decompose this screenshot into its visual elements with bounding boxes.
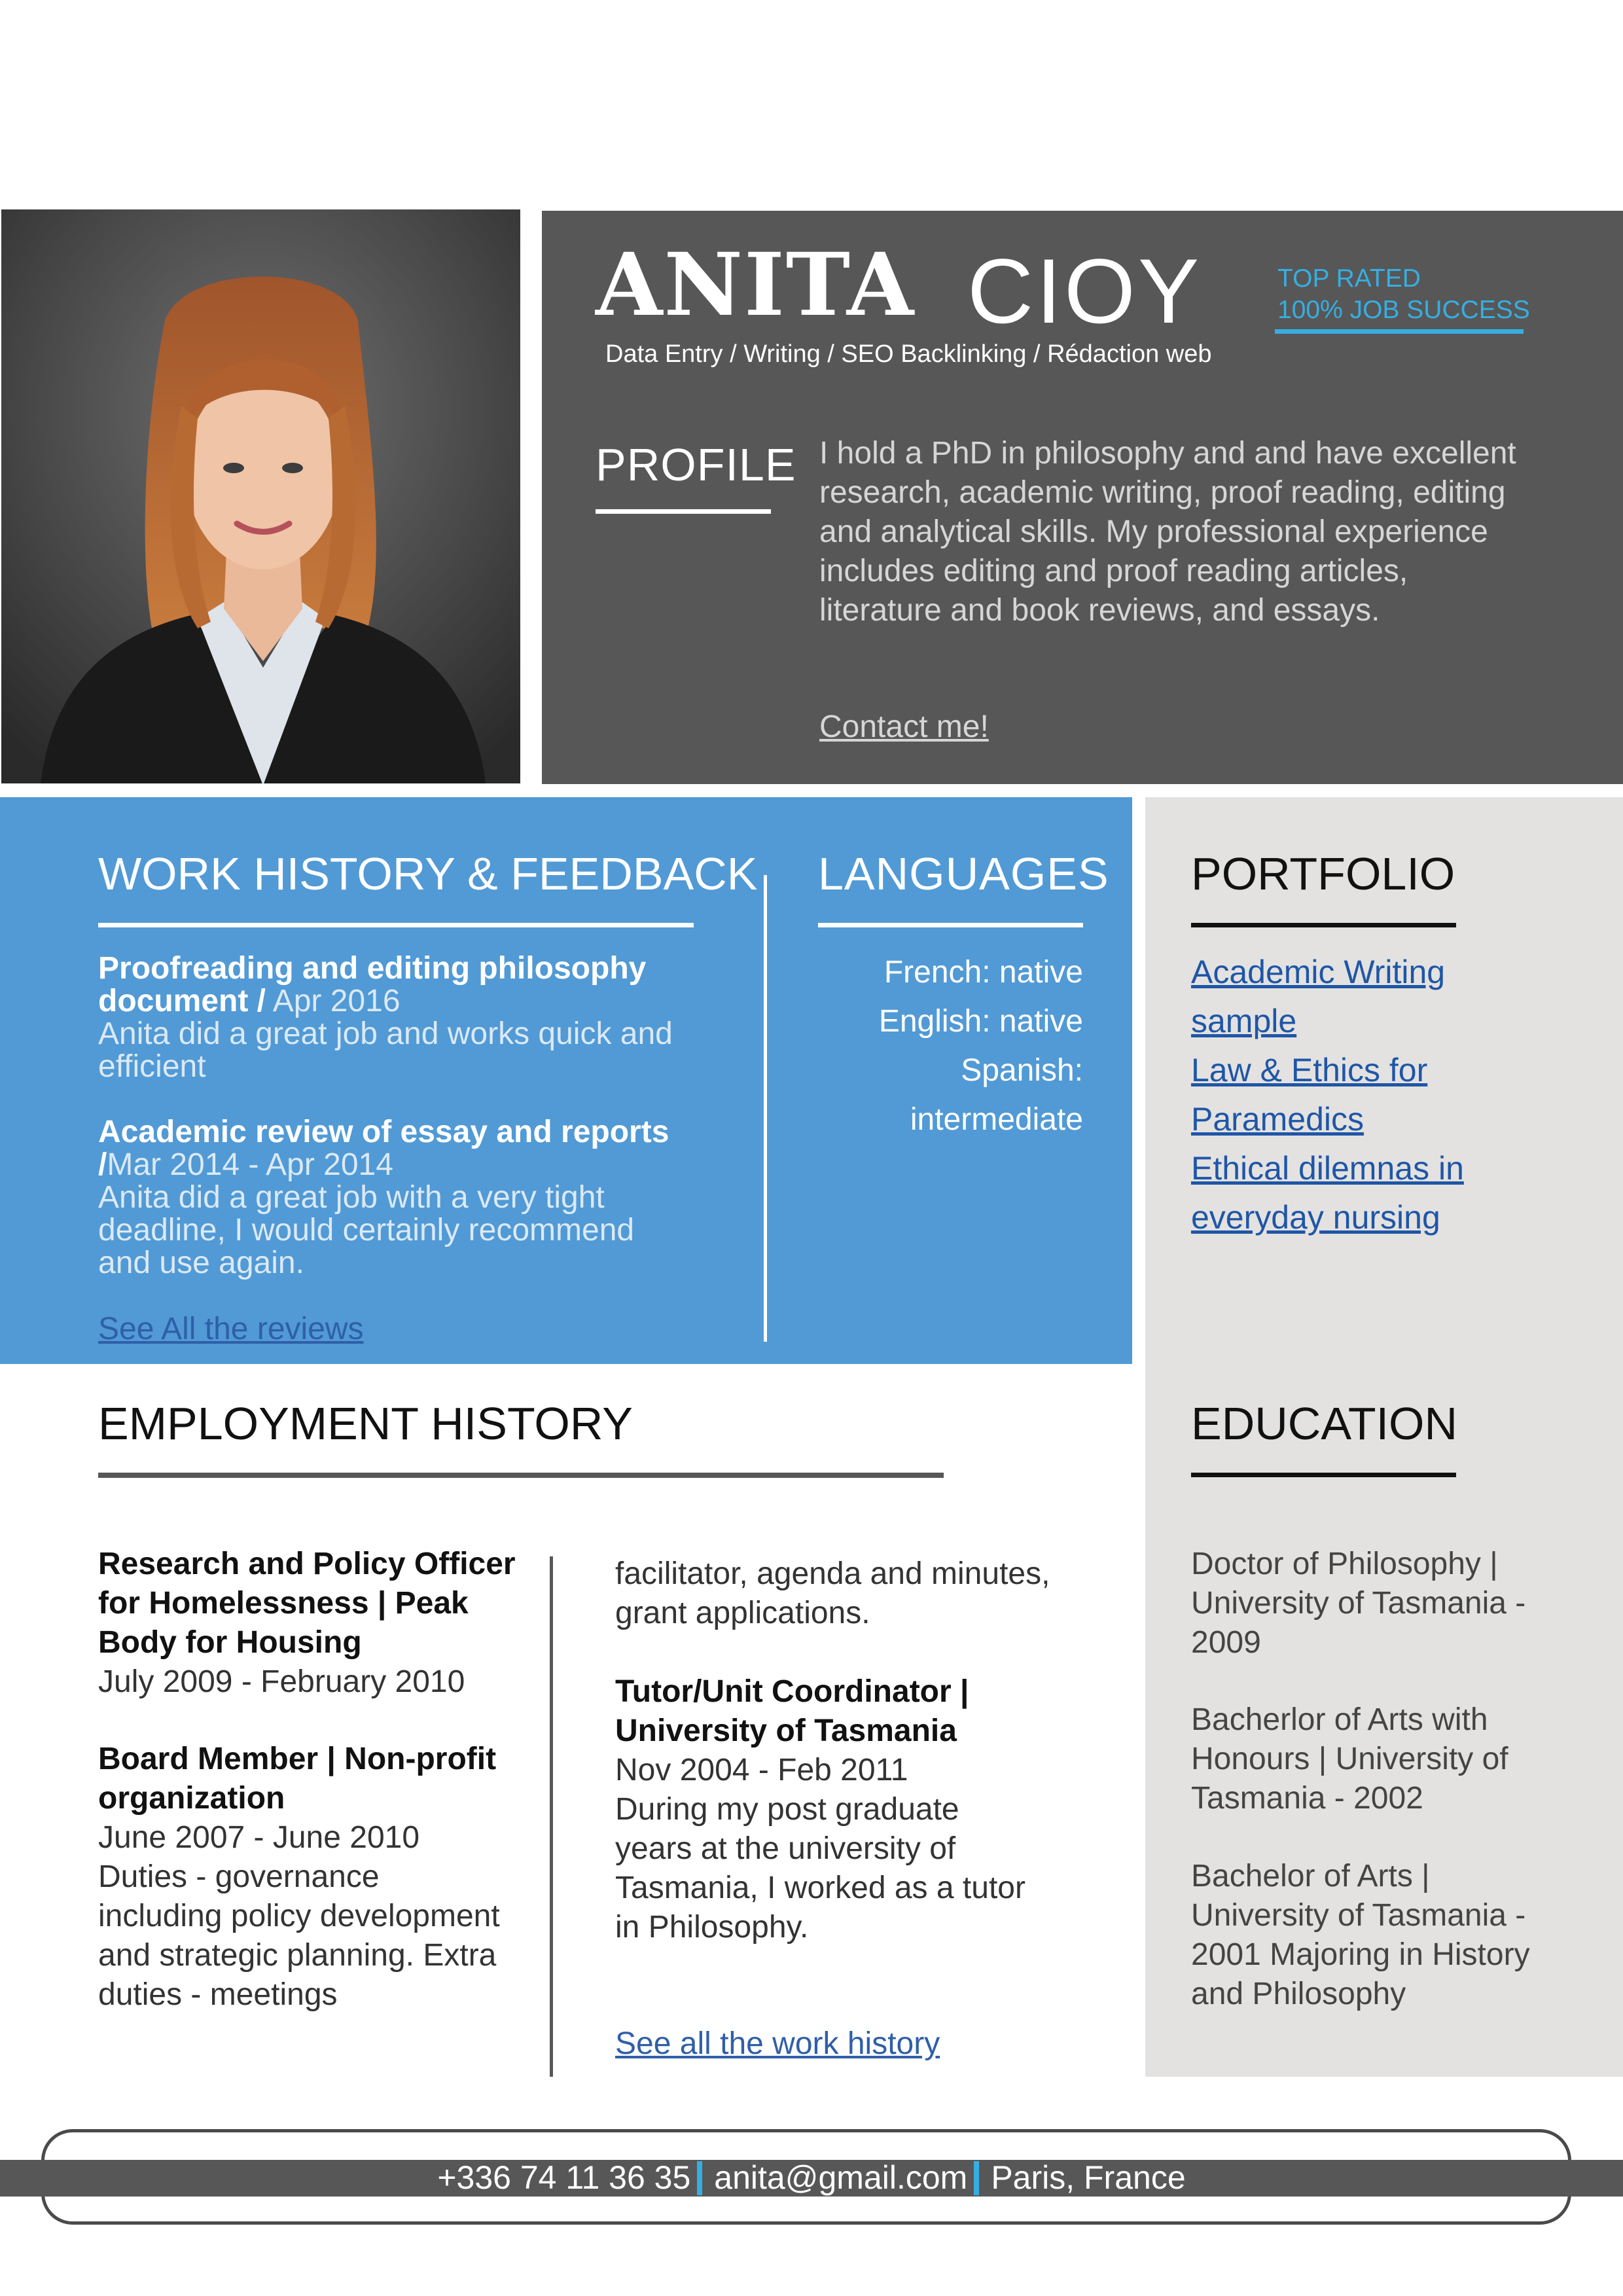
profile-heading: PROFILE (596, 439, 796, 490)
contact-link[interactable]: Contact me! (819, 709, 989, 744)
education-item: Bacherlor of Arts with Honours | University of Tasmania - 2002 (1191, 1702, 1508, 1816)
work-entry-feedback: Anita did a great job and works quick and efficient (98, 1016, 673, 1084)
education-item: Bachelor of Arts | University of Tasmania - 2001 Majoring in History and Philosophy (1191, 1859, 1530, 2011)
contact-footer (0, 2159, 1623, 2197)
employment-underline (98, 1473, 944, 1478)
profile-summary: I hold a PhD in philosophy and and have excellent research, academic writing, proof reading, editing and analytical skills. My professional experience includes editing and proof reading articles, literature and book reviews, and essays. (819, 436, 1516, 628)
employment-entry (98, 1740, 504, 2015)
footer-separator (974, 2161, 979, 2195)
employment-continued-description: facilitator, agenda and minutes, grant applications. (615, 1556, 1050, 1630)
see-all-work-history-link[interactable]: See all the work history (615, 2026, 940, 2061)
portfolio-link[interactable]: sample (1191, 1003, 1297, 1039)
work-history-heading: WORK HISTORY & FEEDBACK (98, 848, 758, 899)
badge-line-1: TOP RATED (1277, 264, 1421, 293)
tagline: Data Entry / Writing / SEO Backlinking / Rédaction web (605, 340, 1212, 368)
employment-entry-title: Research and Policy Officer for Homelessness | Peak Body for Housing (98, 1547, 516, 1660)
work-entry (98, 1116, 687, 1280)
employment-entry (98, 1545, 517, 1702)
work-entry-title: Academic review of essay and reports / (98, 1115, 669, 1182)
employment-entry-date: July 2009 - February 2010 (98, 1664, 465, 1699)
work-entry (98, 952, 687, 1083)
location: Paris, France (991, 2159, 1186, 2196)
work-entry-title: Proofreading and editing philosophy document / (98, 951, 647, 1018)
portrait-illustration (1, 209, 520, 783)
top-rated-badge (1277, 263, 1530, 326)
languages-list (818, 948, 1083, 1144)
employment-entry-description: Duties - governance including policy development and strategic planning. Extra duties - meetings (98, 1859, 500, 2012)
email-address[interactable]: anita@gmail.com (714, 2159, 968, 2196)
see-all-reviews-link[interactable]: See All the reviews (98, 1312, 364, 1346)
portfolio-underline (1191, 923, 1456, 927)
footer-separator (697, 2161, 702, 2195)
employment-entry-date: Nov 2004 - Feb 2011 (615, 1753, 908, 1787)
language-item: Spanish: (961, 1053, 1083, 1088)
education-item: Doctor of Philosophy | University of Tasmania - 2009 (1191, 1547, 1526, 1660)
phone-number[interactable]: +336 74 11 36 35 (437, 2159, 691, 2196)
employment-entry-description: During my post graduate years at the university of Tasmania, I worked as a tutor in Philosophy. (615, 1792, 1026, 1945)
work-history-underline (98, 923, 694, 927)
employment-entry (615, 1672, 1034, 1947)
column-divider (764, 875, 767, 1342)
portfolio-link[interactable]: Ethical dilemnas in (1191, 1150, 1464, 1187)
language-item: French: native (883, 955, 1083, 990)
languages-heading: LANGUAGES (818, 848, 1109, 899)
employment-divider (550, 1556, 553, 2077)
portfolio-link[interactable]: Academic Writing (1191, 954, 1446, 990)
badge-line-2: 100% JOB SUCCESS (1277, 296, 1530, 324)
badge-underline (1275, 329, 1524, 334)
language-item: English: native (878, 1004, 1083, 1039)
employment-entry-title: Board Member | Non-profit organization (98, 1742, 497, 1816)
portfolio-list (1191, 948, 1584, 1242)
education-heading: EDUCATION (1191, 1398, 1458, 1449)
work-entry-feedback: Anita did a great job with a very tight deadline, I would certainly recommend and use again. (98, 1180, 635, 1280)
first-name: ANITA (596, 234, 916, 336)
portfolio-link[interactable]: Paramedics (1191, 1101, 1364, 1138)
employment-continued-text (615, 1554, 1060, 1633)
profile-photo (1, 209, 520, 783)
portfolio-link[interactable]: Law & Ethics for (1191, 1052, 1428, 1088)
portfolio-heading: PORTFOLIO (1191, 848, 1455, 899)
languages-underline (818, 923, 1083, 927)
education-underline (1191, 1473, 1456, 1477)
employment-entry-title: Tutor/Unit Coordinator | University of Tasmania (615, 1674, 969, 1748)
employment-entry-date: June 2007 - June 2010 (98, 1820, 420, 1855)
employment-heading: EMPLOYMENT HISTORY (98, 1398, 633, 1449)
language-item: intermediate (910, 1102, 1083, 1137)
last-name: CIOY (967, 240, 1202, 342)
profile-underline (596, 509, 771, 514)
work-entry-date: Mar 2014 - Apr 2014 (107, 1147, 393, 1182)
work-entry-date: Apr 2016 (266, 984, 401, 1018)
portfolio-link[interactable]: everyday nursing (1191, 1199, 1440, 1236)
